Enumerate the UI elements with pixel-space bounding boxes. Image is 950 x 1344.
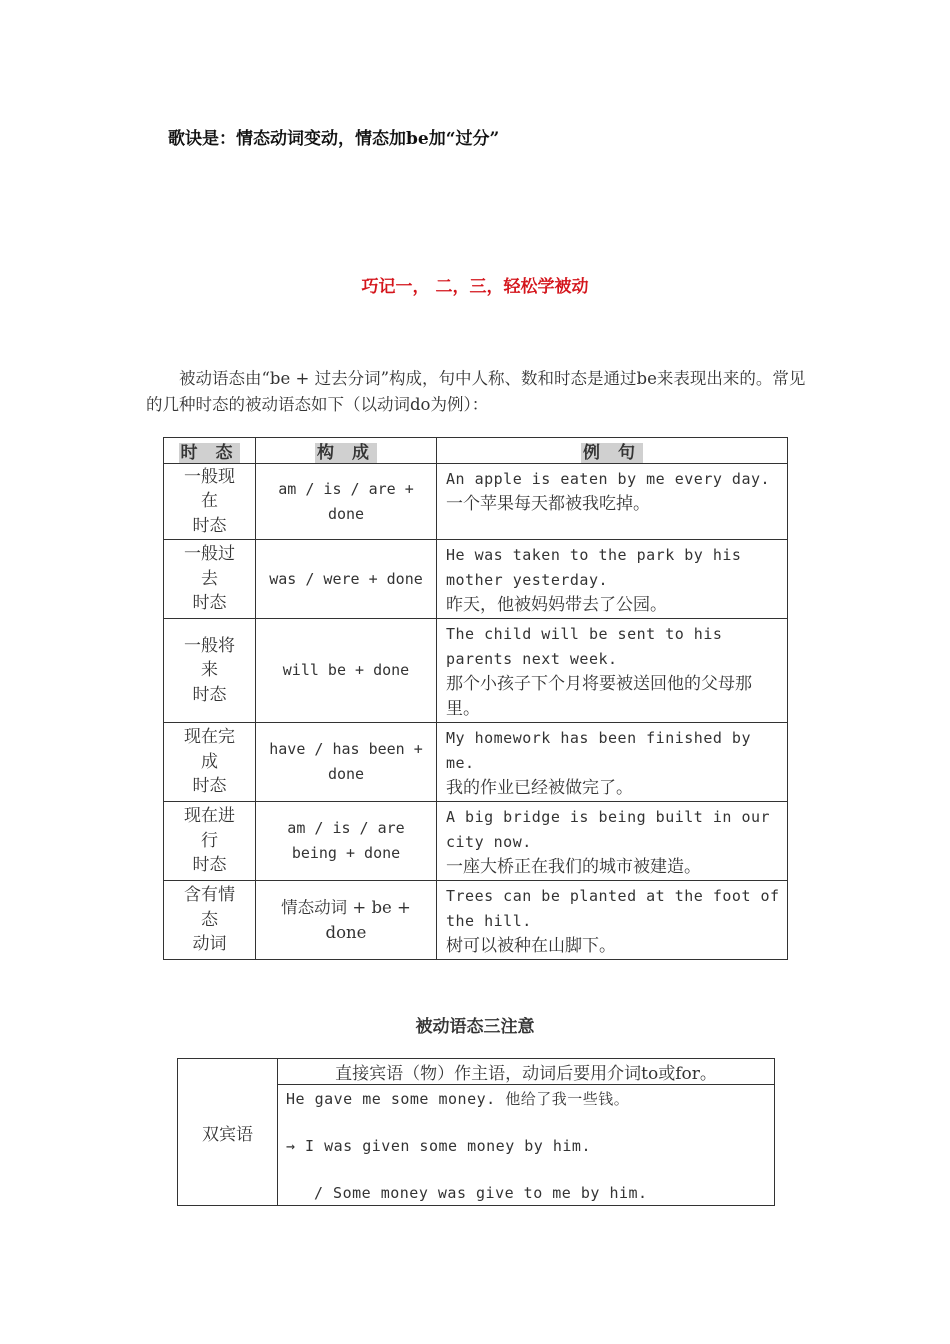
header-example: 例 句 <box>437 438 788 464</box>
section-title: 巧记一， 二，三，轻松学被动 <box>361 277 589 297</box>
intro-paragraph <box>146 366 816 418</box>
table-row <box>164 464 788 540</box>
header-form: 构 成 <box>256 438 437 464</box>
tense-cell: 现在进 行 时态 <box>164 802 256 881</box>
form-cell: was / were + done <box>256 540 437 619</box>
tense-cell: 含有情 态 动词 <box>164 881 256 960</box>
example-cell: Trees can be planted at the foot of the hill. 树可以被种在山脚下。 <box>437 881 788 960</box>
notes-example-3: / Some money was give to me by him. <box>314 1184 648 1202</box>
notes-table <box>177 1058 775 1206</box>
table-row <box>164 619 788 723</box>
tense-cell: 现在完 成 时态 <box>164 723 256 802</box>
form-cell: 情态动词 + be + done <box>256 881 437 960</box>
notes-title: 被动语态三注意 <box>415 1017 535 1037</box>
example-cell: My homework has been finished by me. 我的作业已经被做完了。 <box>437 723 788 802</box>
form-cell: am / is / are being + done <box>256 802 437 881</box>
table-row <box>164 540 788 619</box>
tense-cell: 一般过 去 时态 <box>164 540 256 619</box>
table-row <box>164 881 788 960</box>
example-cell: The child will be sent to his parents next week. 那个小孩子下个月将要被送回他的父母那里。 <box>437 619 788 723</box>
notes-example-2: → I was given some money by him. <box>286 1137 591 1155</box>
header-tense: 时 态 <box>164 438 256 464</box>
tense-table-header <box>164 438 788 464</box>
form-cell: will be + done <box>256 619 437 723</box>
notes-label: 双宾语 <box>178 1059 278 1206</box>
tense-cell: 一般现 在 时态 <box>164 464 256 540</box>
slogan: 歌诀是：情态动词变动，情态加be加“过分” <box>168 129 500 149</box>
form-cell: am / is / are + done <box>256 464 437 540</box>
form-cell: have / has been + done <box>256 723 437 802</box>
example-cell: An apple is eaten by me every day. 一个苹果每天都被我吃掉。 <box>437 464 788 540</box>
notes-row <box>178 1059 775 1085</box>
notes-rule: 直接宾语（物）作主语，动词后要用介词to或for。 <box>278 1059 775 1085</box>
tense-table <box>163 437 788 960</box>
example-cell: A big bridge is being built in our city now. 一座大桥正在我们的城市被建造。 <box>437 802 788 881</box>
example-cell: He was taken to the park by his mother yesterday. 昨天，他被妈妈带去了公园。 <box>437 540 788 619</box>
table-row <box>164 723 788 802</box>
intro-text: 被动语态由“be + 过去分词”构成，句中人称、数和时态是通过be来表现出来的。常见的几种时态的被动语态如下（以动词do为例）： <box>146 369 806 414</box>
tense-cell: 一般将 来 时态 <box>164 619 256 723</box>
table-row <box>164 802 788 881</box>
notes-example-1: He gave me some money. 他给了我一些钱。 <box>286 1090 630 1108</box>
notes-examples <box>278 1085 775 1206</box>
